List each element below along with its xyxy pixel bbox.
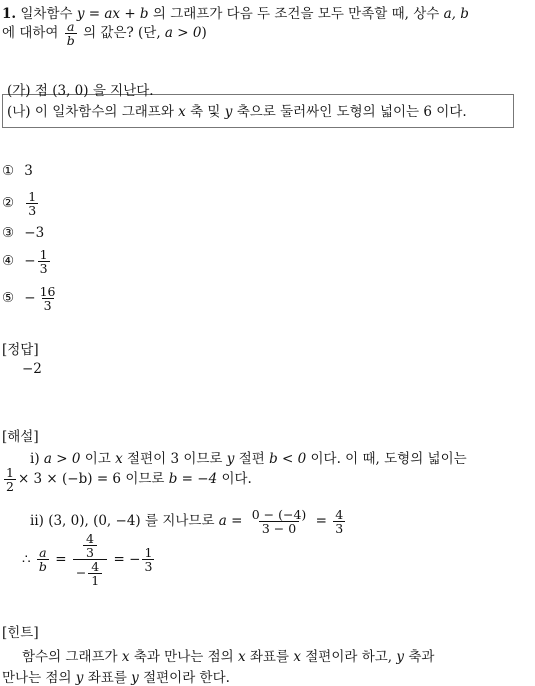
solution-step-1: ⅰ) a > 0 이고 x 절편이 3 이므로 y 절편 b < 0 이다. 이 때, 도형의 넓이는 <box>30 451 467 467</box>
solution-conclusion: ∴ $\frac{a}{b}$ = $\frac{4}{3}$ − $\frac{4}{1}$ = − $\frac{1}{3}$ <box>22 531 153 589</box>
hint-line-2: 만나는 점의 y 좌표를 y 절편이라 한다. <box>2 670 230 686</box>
answer-header: [정답] <box>2 342 39 358</box>
solution-step-2: ⅱ) (3, 0), (0, −4) 를 지나므로 a = $\frac{0 - (-4)}{3 - 0}$ = $\frac{4}{3}$ <box>30 507 344 537</box>
choice-2[interactable]: ② $\frac{1}{3}$ <box>2 189 37 219</box>
choice-5[interactable]: ⑤ − $\frac{16}{3}$ <box>2 284 56 314</box>
choice-3[interactable]: ③ −3 <box>2 225 45 241</box>
hint-header: [힌트] <box>2 625 39 641</box>
answer-value: −2 <box>22 361 42 377</box>
compound-fraction: $\frac{4}{3}$ − $\frac{4}{1}$ <box>73 532 107 588</box>
hint-line-1: 함수의 그래프가 x 축과 만나는 점의 x 좌표를 x 절편이라 하고, y 축과 <box>22 649 435 665</box>
choice-4[interactable]: ④ − $\frac{1}{3}$ <box>2 247 48 277</box>
problem-number: 1. <box>2 6 17 22</box>
condition-ga: (가) 점 (3, 0) 을 지난다. <box>7 83 154 99</box>
equation: y = ax + b <box>76 6 149 22</box>
solution-header: [해설] <box>2 429 39 445</box>
solution-step-1b: $\frac{1}{2}$ × 3 × (−b) = 6 이므로 b = −4 이다. <box>6 465 252 495</box>
fraction-a-over-b: $\frac{a}{b}$ <box>66 19 75 49</box>
problem-line-1: 1. 일차함수 y = ax + b 의 그래프가 다음 두 조건을 모두 만족할 때, 상수 a, b <box>2 6 469 22</box>
problem-line-2: 에 대하여 $\frac{a}{b}$ 의 값은? (단, a > 0) <box>2 19 207 49</box>
choice-1[interactable]: ① 3 <box>2 163 33 179</box>
condition-na: (나) 이 일차함수의 그래프와 x 축 및 y 축으로 둘러싸인 도형의 넓이는 6 이다. <box>7 104 467 120</box>
